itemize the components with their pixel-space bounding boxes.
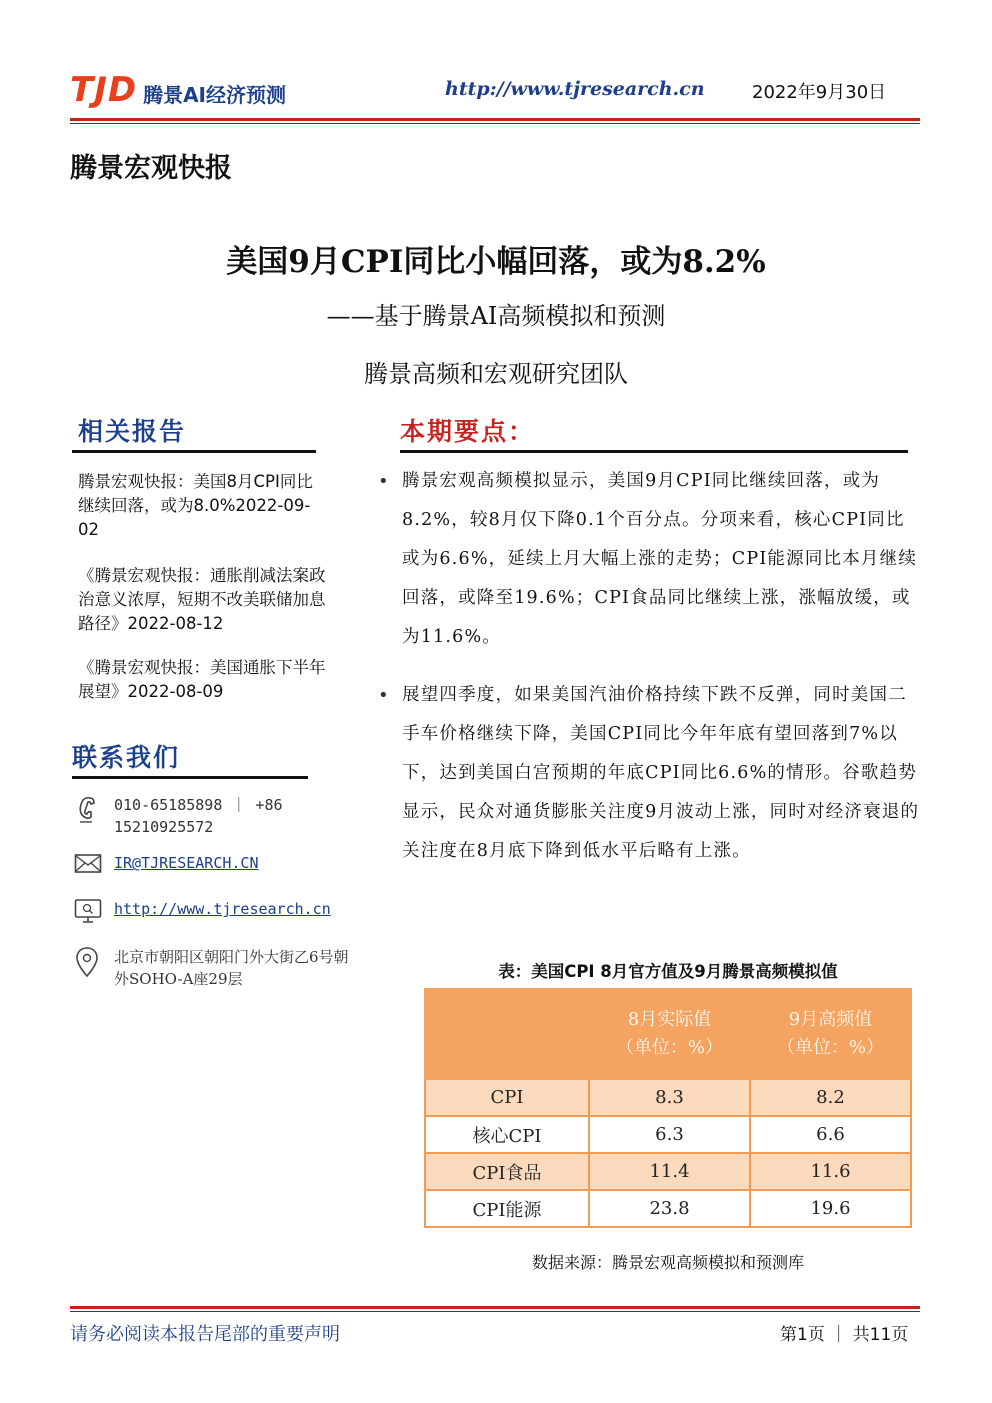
- cpi-table: [424, 988, 912, 1228]
- sep-value: 6.6: [750, 1116, 911, 1153]
- header-unit: （单位：%）: [615, 1037, 724, 1058]
- report-subtitle: ——基于腾景AI高频模拟和预测: [326, 302, 666, 330]
- table-header-cell: [750, 989, 911, 1079]
- table-source: 数据来源：腾景宏观高频模拟和预测库: [531, 1253, 804, 1272]
- highlights-heading: 本期要点：: [400, 417, 536, 446]
- table-row: [425, 1116, 911, 1153]
- bullet-marker: •: [378, 471, 389, 492]
- report-title: 美国9月CPI同比小幅回落，或为8.2%: [226, 244, 766, 280]
- contact-website-row: [74, 898, 354, 926]
- related-report-item[interactable]: 《腾景宏观快报：美国通胀下半年展望》2022-08-09: [78, 658, 326, 701]
- header-website-link[interactable]: http://www.tjresearch.cn: [445, 78, 705, 100]
- row-label: 核心CPI: [425, 1116, 589, 1153]
- footer-divider: [70, 1306, 920, 1309]
- header-unit: （单位：%）: [776, 1037, 885, 1058]
- contact-heading: 联系我们: [72, 743, 181, 772]
- highlight-text: 腾景宏观高频模拟显示，美国9月CPI同比继续回落，或为8.2%，较8月仅下降0.1个百分点。分项来看，核心CPI同比或为6.6%，延续上月大幅上涨的走势；CPI能源同比本月继续回落，或降至19.6%；CPI食品同比继续上涨，涨幅放缓，或为11.6%。: [402, 471, 918, 647]
- row-label: CPI: [425, 1079, 589, 1116]
- related-report-item[interactable]: 腾景宏观快报：美国8月CPI同比继续回落，或为8.0%2022-09-02: [78, 472, 313, 539]
- bullet-marker: •: [378, 685, 389, 706]
- header-divider-thin: [70, 123, 920, 124]
- footer-disclaimer-note: 请务必阅读本报告尾部的重要声明: [70, 1324, 340, 1345]
- contact-phone: 010-65185898 ｜ +86 15210925572: [114, 796, 283, 836]
- highlight-bullet: [378, 676, 922, 871]
- contact-address-row: [74, 946, 354, 990]
- header-divider: [70, 118, 920, 121]
- header-line: 9月高频值: [788, 1009, 873, 1030]
- contact-website-link[interactable]: http://www.tjresearch.cn: [114, 900, 331, 918]
- brand-logo: [70, 72, 286, 108]
- page-number: 第1页 ｜ 共11页: [780, 1325, 909, 1345]
- table-row: [425, 1153, 911, 1190]
- aug-value: 23.8: [589, 1190, 750, 1227]
- table-header-cell: [425, 989, 589, 1079]
- contact-email-link[interactable]: IR@TJRESEARCH.CN: [114, 854, 259, 872]
- series-name: 腾景宏观快报: [70, 153, 232, 184]
- table-header-row: [425, 989, 911, 1079]
- related-reports-rule: [72, 450, 316, 453]
- aug-value: 11.4: [589, 1153, 750, 1190]
- table-header-cell: [589, 989, 750, 1079]
- report-date: 2022年9月30日: [752, 82, 887, 103]
- table-row: [425, 1190, 911, 1227]
- row-label: CPI能源: [425, 1190, 589, 1227]
- related-report-item[interactable]: 《腾景宏观快报：通胀削减法案政治意义浓厚，短期不改美联储加息路径》2022-08-12: [78, 566, 326, 633]
- highlights-rule: [400, 450, 908, 453]
- highlight-bullet: [378, 462, 922, 657]
- monitor-icon: [74, 898, 102, 926]
- sep-value: 11.6: [750, 1153, 911, 1190]
- sep-value: 8.2: [750, 1079, 911, 1116]
- aug-value: 8.3: [589, 1079, 750, 1116]
- row-label: CPI食品: [425, 1153, 589, 1190]
- sep-value: 19.6: [750, 1190, 911, 1227]
- aug-value: 6.3: [589, 1116, 750, 1153]
- footer-divider-thin: [70, 1311, 920, 1312]
- location-pin-icon: [74, 946, 102, 974]
- contact-address: 北京市朝阳区朝阳门外大街乙6号朝外SOHO-A座29层: [114, 948, 349, 988]
- logo-text: 腾景AI经济预测: [143, 82, 286, 107]
- contact-phone-row: [74, 794, 354, 838]
- related-reports-heading: 相关报告: [78, 417, 187, 446]
- author-team: 腾景高频和宏观研究团队: [364, 360, 628, 388]
- contact-email-row: [74, 852, 354, 880]
- highlight-text: 展望四季度，如果美国汽油价格持续下跌不反弹，同时美国二手车价格继续下降，美国CPI同比今年年底有望回落到7%以下，达到美国白宫预期的年底CPI同比6.6%的情形。谷歌趋势显示，民众对通货膨胀关注度9月波动上涨，同时对经济衰退的关注度在8月底下降到低水平后略有上涨。: [402, 685, 920, 861]
- table-row: [425, 1079, 911, 1116]
- logo-mark: TJD: [70, 70, 138, 110]
- contact-rule: [72, 776, 308, 779]
- phone-icon: [74, 794, 102, 822]
- mail-icon: [74, 852, 102, 880]
- header-line: 8月实际值: [627, 1009, 712, 1030]
- table-caption: 表：美国CPI 8月官方值及9月腾景高频模拟值: [498, 962, 838, 981]
